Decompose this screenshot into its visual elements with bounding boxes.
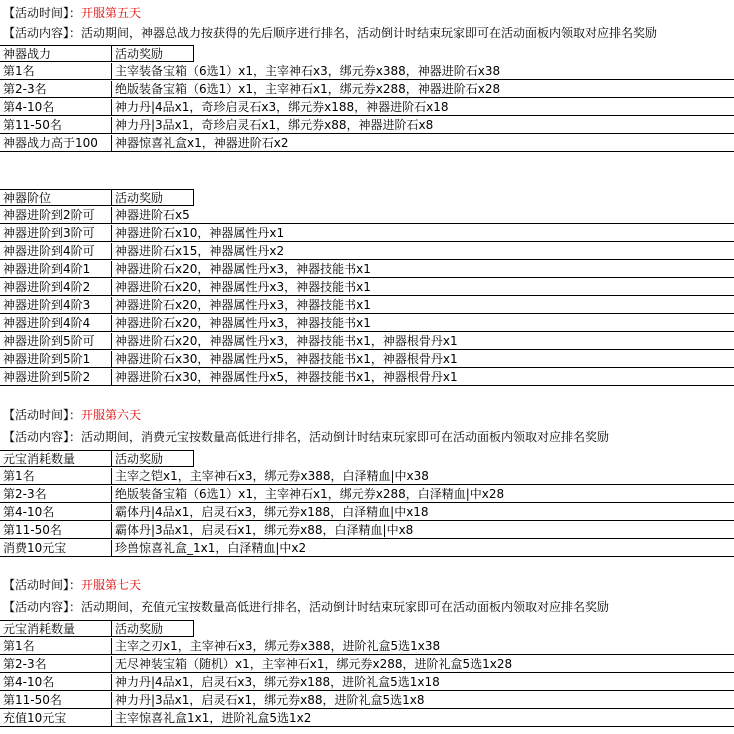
header-cell[interactable]: 活动奖励 [112, 450, 194, 467]
reward-cell[interactable]: 主宰之铠x1，主宰神石x3，绑元券x388，白泽精血|中x38 [112, 468, 734, 485]
rank-cell[interactable]: 神器战力高于100 [0, 135, 112, 152]
activity-time-row [3, 406, 141, 424]
tier-cell[interactable]: 神器进阶到4阶可 [0, 243, 112, 260]
table-header-row [0, 45, 734, 63]
activity-time-label: 【活动时间】： [3, 578, 82, 592]
table-row [0, 135, 734, 153]
reward-cell[interactable]: 无尽神装宝箱（随机）x1，主宰神石x1，绑元券x288，进阶礼盒5选1x28 [112, 656, 734, 673]
table-row [0, 638, 734, 656]
tier-cell[interactable]: 神器进阶到5阶2 [0, 369, 112, 386]
reward-cell[interactable]: 神力丹|4品x1，奇珍启灵石x3，绑元券x188，神器进阶石x18 [112, 99, 734, 116]
table-row [0, 225, 734, 243]
reward-cell[interactable]: 主宰之刃x1，主宰神石x3，绑元券x388，进阶礼盒5选1x38 [112, 638, 734, 655]
activity-time-value: 开服第六天 [81, 408, 142, 422]
table-row [0, 468, 734, 486]
tier-cell[interactable]: 神器进阶到4阶1 [0, 261, 112, 278]
tier-cell[interactable]: 神器进阶到4阶4 [0, 315, 112, 332]
rank-cell[interactable]: 第1名 [0, 638, 112, 655]
activity-content-text: 活动期间，充值元宝按数量高低进行排名，活动倒计时结束玩家即可在活动面板内领取对应排名奖励 [81, 600, 610, 614]
reward-cell[interactable]: 神器进阶石x5 [112, 207, 734, 224]
table-row [0, 486, 734, 504]
reward-cell[interactable]: 绝版装备宝箱（6选1）x1，主宰神石x1，绑元券x288，神器进阶石x28 [112, 81, 734, 98]
tier-cell[interactable]: 神器进阶到3阶可 [0, 225, 112, 242]
reward-cell[interactable]: 绝版装备宝箱（6选1）x1，主宰神石x1，绑元券x288，白泽精血|中x28 [112, 486, 734, 503]
table-row [0, 692, 734, 710]
header-cell[interactable]: 元宝消耗数量 [0, 620, 112, 637]
reward-cell[interactable]: 神器进阶石x20，神器属性丹x3，神器技能书x1 [112, 261, 734, 278]
rank-cell[interactable]: 第4-10名 [0, 99, 112, 116]
header-cell[interactable]: 活动奖励 [112, 620, 194, 637]
rank-cell[interactable]: 第2-3名 [0, 486, 112, 503]
rank-cell[interactable]: 第11-50名 [0, 692, 112, 709]
table-row [0, 333, 734, 351]
activity-time-row [3, 4, 141, 22]
activity-content-row [3, 598, 609, 616]
table-row [0, 99, 734, 117]
table-row [0, 207, 734, 225]
reward-cell[interactable]: 神力丹|3品x1，奇珍启灵石x1，绑元券x88，神器进阶石x8 [112, 117, 734, 134]
rank-cell[interactable]: 第11-50名 [0, 522, 112, 539]
activity-time-label: 【活动时间】： [3, 6, 82, 20]
activity-time-value: 开服第五天 [81, 6, 142, 20]
reward-cell[interactable]: 神器进阶石x30，神器属性丹x5，神器技能书x1，神器根骨丹x1 [112, 351, 734, 368]
reward-cell[interactable]: 神器进阶石x20，神器属性丹x3，神器技能书x1 [112, 315, 734, 332]
reward-cell[interactable]: 神器进阶石x10，神器属性丹x1 [112, 225, 734, 242]
rank-cell[interactable]: 第4-10名 [0, 674, 112, 691]
reward-cell[interactable]: 神器进阶石x30，神器属性丹x5，神器技能书x1，神器根骨丹x1 [112, 369, 734, 386]
reward-cell[interactable]: 神力丹|3品x1，启灵石x1，绑元券x88，进阶礼盒5选1x8 [112, 692, 734, 709]
reward-cell[interactable]: 主宰装备宝箱（6选1）x1，主宰神石x3，绑元券x388，神器进阶石x38 [112, 63, 734, 80]
header-cell[interactable]: 元宝消耗数量 [0, 450, 112, 467]
reward-cell[interactable]: 神器惊喜礼盒x1，神器进阶石x2 [112, 135, 734, 152]
table-row [0, 81, 734, 99]
rank-cell[interactable]: 充值10元宝 [0, 710, 112, 727]
table-row [0, 243, 734, 261]
reward-cell[interactable]: 神器进阶石x20，神器属性丹x3，神器技能书x1 [112, 297, 734, 314]
table-row [0, 279, 734, 297]
activity-time-label: 【活动时间】： [3, 408, 82, 422]
rank-cell[interactable]: 第11-50名 [0, 117, 112, 134]
rank-cell[interactable]: 第1名 [0, 468, 112, 485]
table-row [0, 63, 734, 81]
rank-cell[interactable]: 第4-10名 [0, 504, 112, 521]
table-row [0, 297, 734, 315]
header-cell[interactable]: 神器阶位 [0, 189, 112, 206]
rank-cell[interactable]: 第1名 [0, 63, 112, 80]
table-row [0, 261, 734, 279]
activity-time-row [3, 576, 141, 594]
activity-content-text: 活动期间，消费元宝按数量高低进行排名，活动倒计时结束玩家即可在活动面板内领取对应排名奖励 [81, 430, 610, 444]
header-cell[interactable]: 活动奖励 [112, 189, 194, 206]
activity-content-label: 【活动内容】： [3, 430, 82, 444]
reward-cell[interactable]: 霸体丹|3品x1，启灵石x1，绑元券x88，白泽精血|中x8 [112, 522, 734, 539]
header-cell[interactable]: 活动奖励 [112, 45, 194, 62]
table-row [0, 315, 734, 333]
reward-cell[interactable]: 神器进阶石x20，神器属性丹x3，神器技能书x1 [112, 279, 734, 296]
reward-cell[interactable]: 神力丹|4品x1，启灵石x3，绑元券x188，进阶礼盒5选1x18 [112, 674, 734, 691]
reward-cell[interactable]: 主宰惊喜礼盒1x1，进阶礼盒5选1x2 [112, 710, 734, 727]
table-header-row [0, 450, 734, 468]
activity-content-label: 【活动内容】： [3, 600, 82, 614]
reward-cell[interactable]: 珍兽惊喜礼盒_1x1，白泽精血|中x2 [112, 540, 734, 557]
reward-cell[interactable]: 神器进阶石x15，神器属性丹x2 [112, 243, 734, 260]
table-row [0, 710, 734, 728]
table-row [0, 540, 734, 558]
tier-cell[interactable]: 神器进阶到5阶1 [0, 351, 112, 368]
table-row [0, 504, 734, 522]
table-row [0, 656, 734, 674]
reward-cell[interactable]: 霸体丹|4品x1，启灵石x3，绑元券x188，白泽精血|中x18 [112, 504, 734, 521]
table-header-row [0, 189, 734, 207]
activity-content-text: 活动期间，神器总战力按获得的先后顺序进行排名，活动倒计时结束玩家即可在活动面板内领取对应排名奖励 [81, 26, 658, 40]
rank-cell[interactable]: 消费10元宝 [0, 540, 112, 557]
rank-cell[interactable]: 第2-3名 [0, 81, 112, 98]
activity-time-value: 开服第七天 [81, 578, 142, 592]
table-row [0, 351, 734, 369]
table-row [0, 117, 734, 135]
table-row [0, 522, 734, 540]
tier-cell[interactable]: 神器进阶到2阶可 [0, 207, 112, 224]
tier-cell[interactable]: 神器进阶到5阶可 [0, 333, 112, 350]
activity-content-row [3, 428, 609, 446]
table-row [0, 674, 734, 692]
table-header-row [0, 620, 734, 638]
tier-cell[interactable]: 神器进阶到4阶2 [0, 279, 112, 296]
reward-cell[interactable]: 神器进阶石x20，神器属性丹x3，神器技能书x1，神器根骨丹x1 [112, 333, 734, 350]
tier-cell[interactable]: 神器进阶到4阶3 [0, 297, 112, 314]
rank-cell[interactable]: 第2-3名 [0, 656, 112, 673]
activity-content-label: 【活动内容】： [3, 26, 82, 40]
header-cell[interactable]: 神器战力 [0, 45, 112, 62]
activity-content-row [3, 24, 657, 42]
table-row [0, 369, 734, 387]
